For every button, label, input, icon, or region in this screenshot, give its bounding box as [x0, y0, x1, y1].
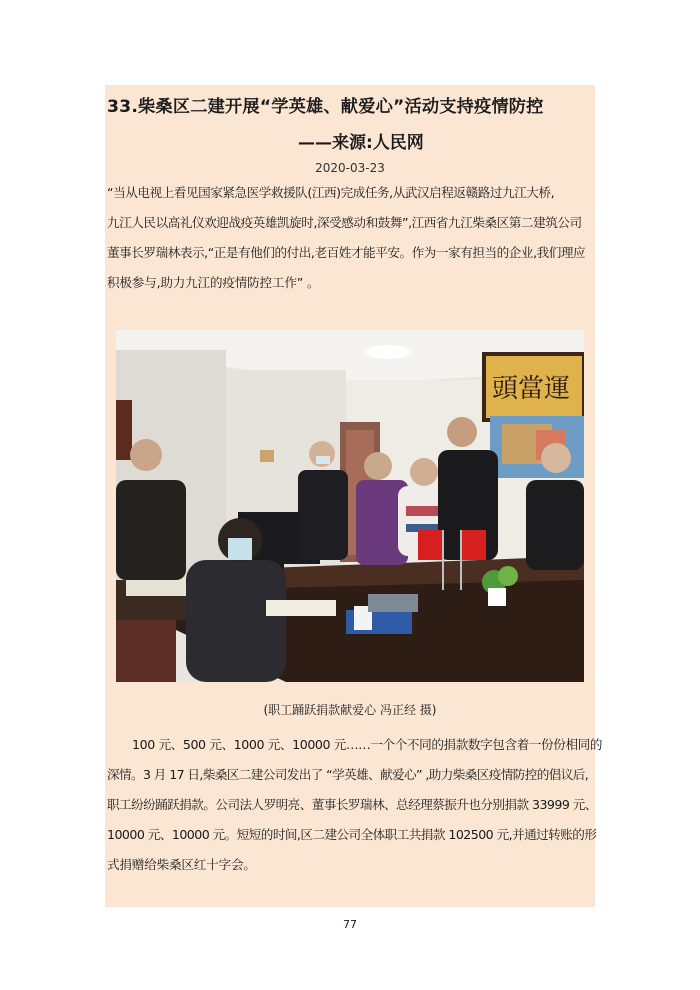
paragraph-intro [107, 178, 593, 298]
text-line: 10000 元、10000 元。短短的时间,区二建公司全体职工共捐款 102500 元,并通过转账的形 [107, 827, 597, 842]
text-line: 深情。3 月 17 日,柴桑区二建公司发出了 “学英雄、献爱心” ,助力柴桑区疫情防控的倡议后, [107, 767, 589, 782]
photo-caption: (职工踊跃捐款献爱心 冯正经 摄) [263, 703, 437, 717]
article-date: 2020-03-23 [315, 161, 385, 175]
article-source: ——来源:人民网 [298, 133, 424, 153]
wall-banner-text: 頭當運 [492, 374, 571, 404]
article-title: 33.柴桑区二建开展“学英雄、献爱心”活动支持疫情防控 [107, 97, 544, 117]
text-line: 职工纷纷踊跃捐款。公司法人罗明亮、董事长罗瑞林、总经理蔡振升也分别捐款 33999 元、 [107, 797, 597, 812]
text-line: 式捐赠给柴桑区红十字会。 [107, 857, 256, 872]
text-line: 董事长罗瑞林表示,“正是有他们的付出,老百姓才能平安。作为一家有担当的企业,我们理应 [107, 245, 586, 260]
paragraph-donations [107, 730, 603, 880]
text-line: 100 元、500 元、1000 元、10000 元……一个个不同的捐款数字包含着一份份相同的 [132, 737, 603, 752]
text-line: 积极参与,助力九江的疫情防控工作” 。 [107, 275, 320, 290]
text-line: “当从电视上看见国家紧急医学救援队(江西)完成任务,从武汉启程返赣路过九江大桥, [107, 185, 555, 200]
text-line: 九江人民以高礼仪欢迎战疫英雄凯旋时,深受感动和鼓舞”,江西省九江柴桑区第二建筑公司 [107, 215, 582, 230]
news-photo [116, 330, 584, 682]
page-number: 77 [343, 918, 357, 931]
